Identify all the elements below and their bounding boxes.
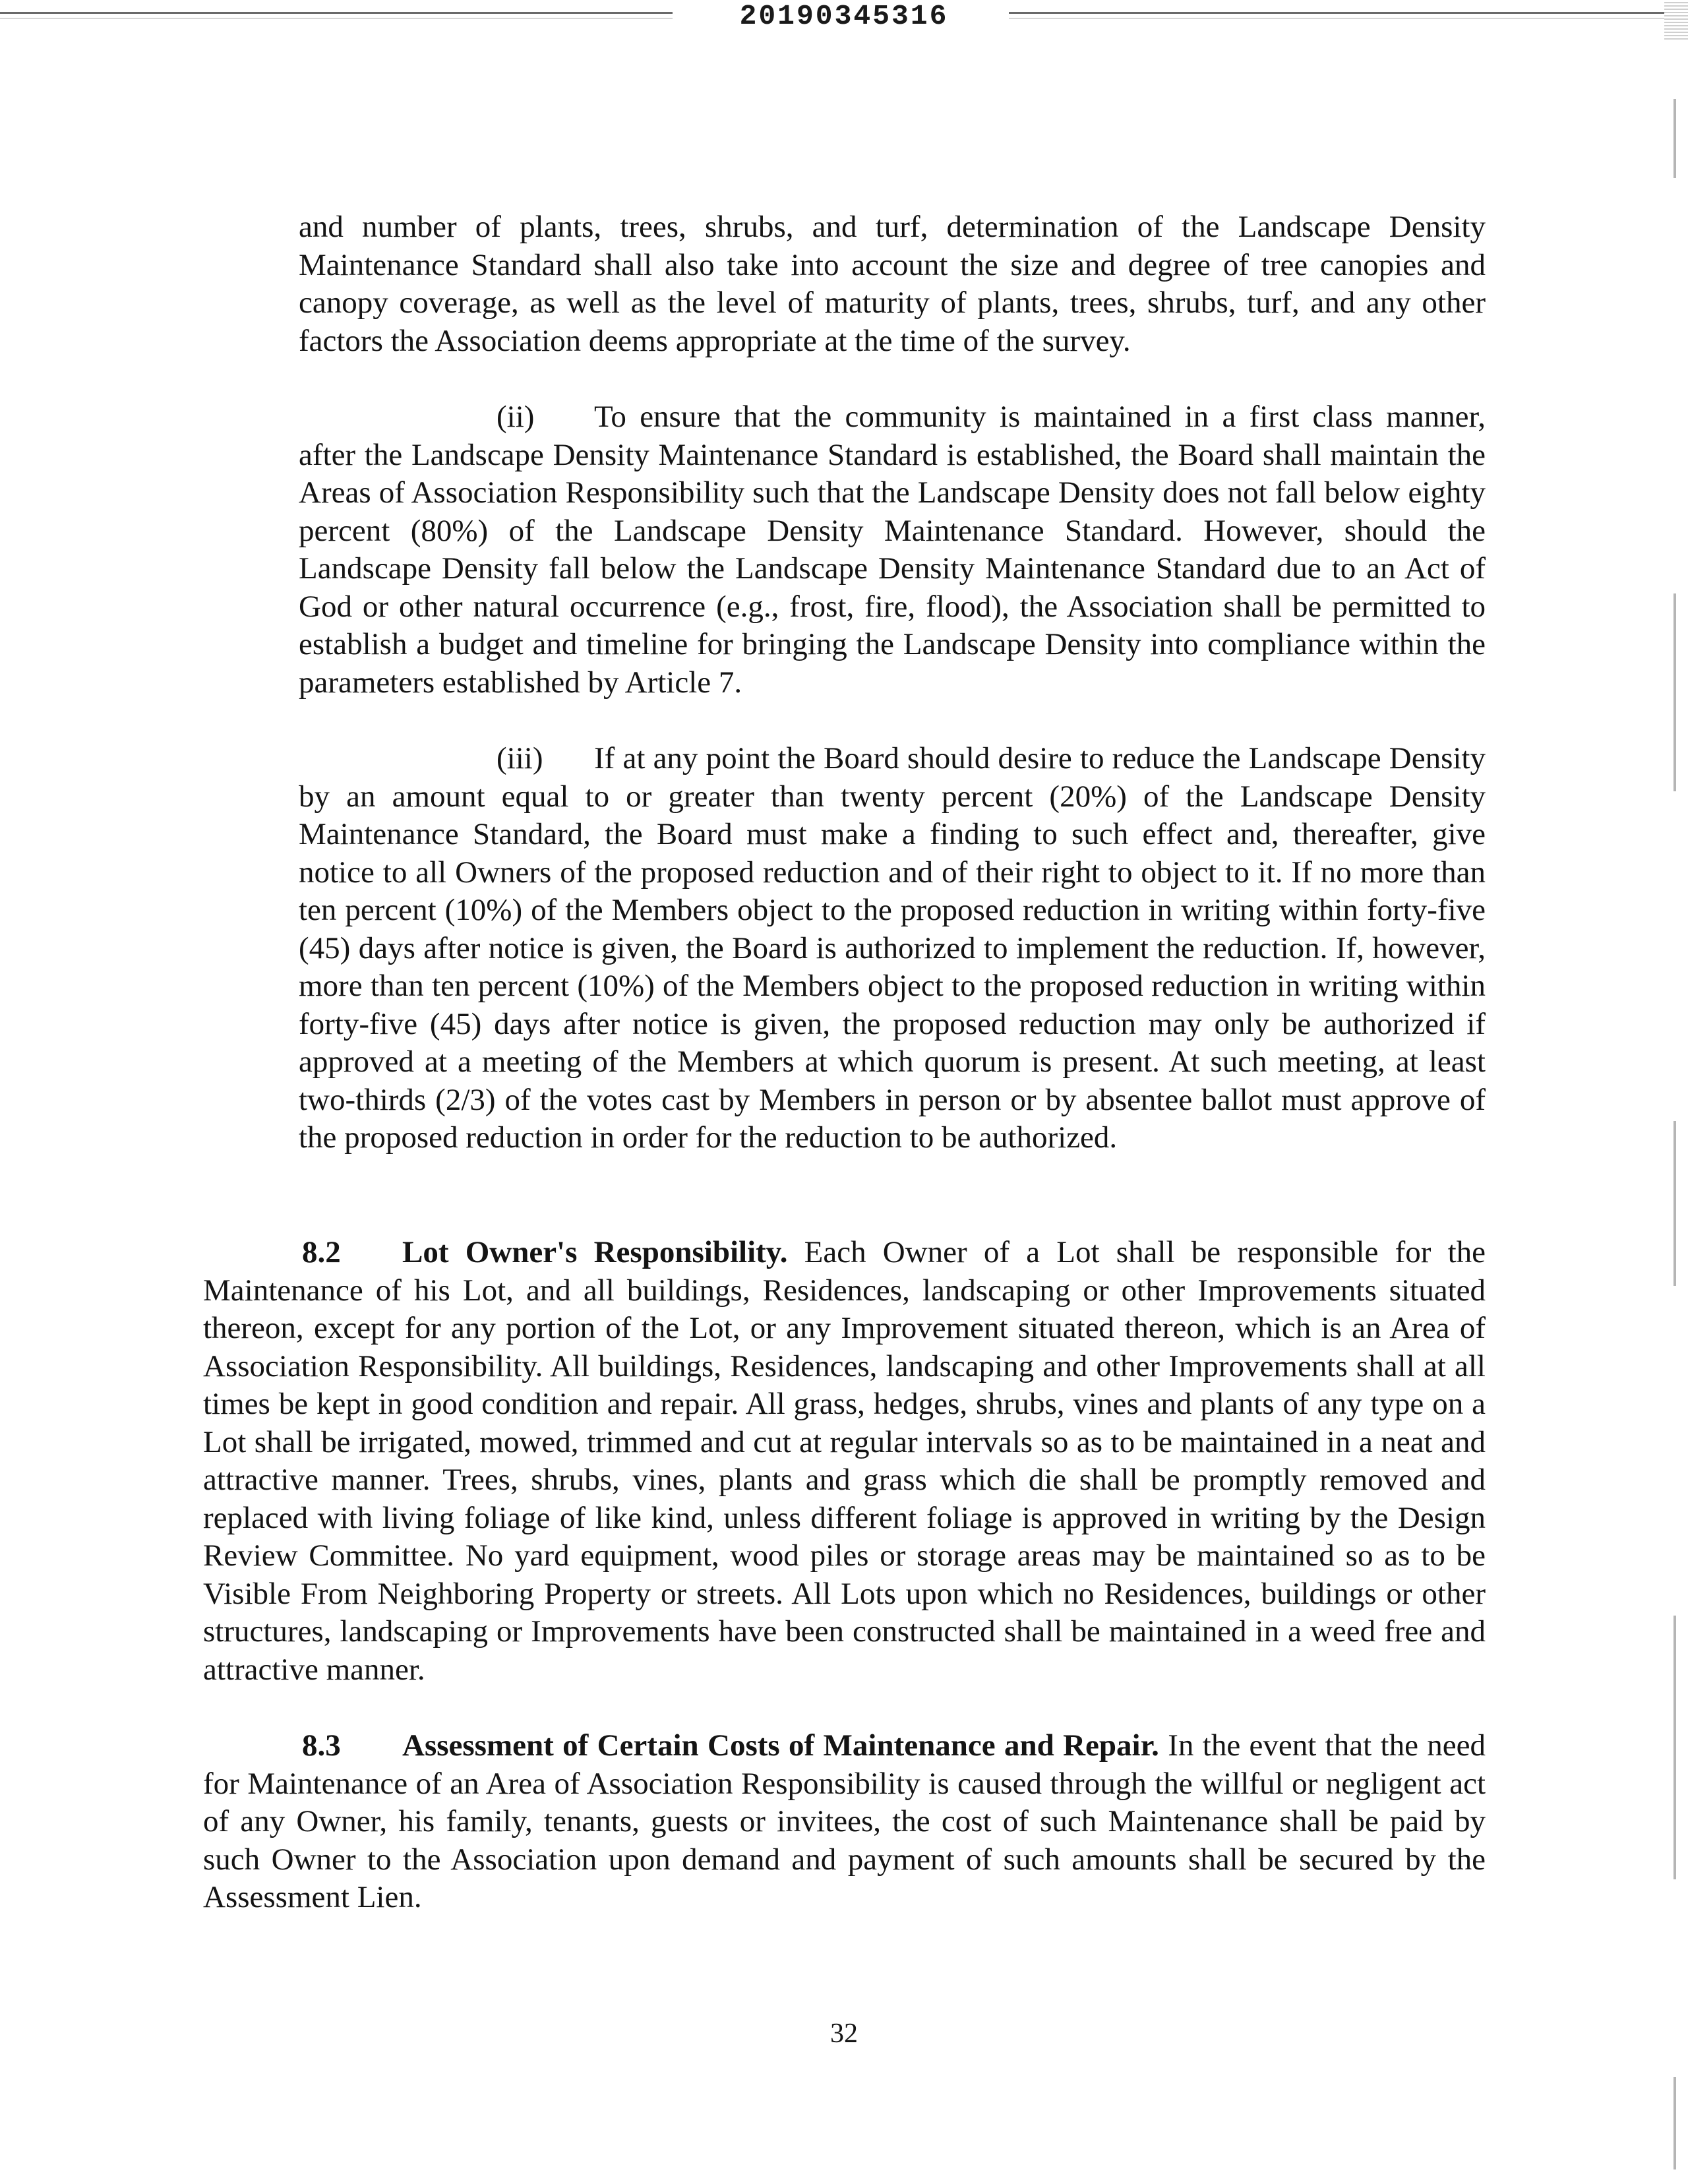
paragraph-iii: [299, 740, 1486, 1157]
section-8-3-body: [203, 1727, 1486, 1917]
page-number: 32: [830, 2018, 858, 2049]
section-8-3-text: In the event that the need for Maintenance of an Area of Association Responsibility is caused through the willful or negligent act of any Owner, his family, tenants, guests or invitees, the cost of such Maintenance shall be paid by such Owner to the Association upon demand and payment of such amounts shall be secured by the Assessment Lien.: [203, 1728, 1486, 1914]
section-8-3-number: 8.3: [302, 1728, 341, 1763]
scan-edge-speck: [1673, 1121, 1676, 1286]
paragraph-continuation: [299, 208, 1486, 360]
paragraph-ii-body: [299, 398, 1486, 702]
scan-edge-speck: [1673, 1616, 1676, 1879]
scan-edge-speck: [1673, 99, 1676, 178]
paragraph-text: and number of plants, trees, shrubs, and turf, determination of the Landscape Density Maintenance Standard shall also take into account the size and degree of tree canopies and canopy coverage, as well as the level of maturity of plants, trees, shrubs, turf, and any other factors the Association deems appropriate at the time of the survey.: [299, 210, 1486, 358]
top-rule-right: [1009, 12, 1668, 14]
paragraph-iii-body: [299, 740, 1486, 1157]
section-8-2-body: [203, 1234, 1486, 1689]
section-8-3: [203, 1727, 1486, 1917]
scan-edge-speck: [1673, 593, 1676, 791]
paragraph-ii: [299, 398, 1486, 702]
paragraph-ii-text: To ensure that the community is maintained in a first class manner, after the Landscape Density Maintenance Standard is established, the Board shall maintain the Areas of Association Responsibility such that the Landscape Density does not fall below eighty percent (80%) of the Landscape Density Maintenance Standard. However, should the Landscape Density fall below the Landscape Density Maintenance Standard due to an Act of God or other natural occurrence (e.g., frost, fire, flood), the Association shall be permitted to establish a budget and timeline for bringing the Landscape Density into compliance within the parameters established by Article 7.: [299, 400, 1486, 700]
paragraph-ii-label: (ii): [497, 400, 535, 434]
paragraph-iii-text: If at any point the Board should desire to reduce the Landscape Density by an amount equal to or greater than twenty percent (20%) of the Landscape Density Maintenance Standard, the Board must make a finding to such effect and, thereafter, give notice to all Owners of the proposed reduction and of their right to object to it. If no more than ten percent (10%) of the Members object to the proposed reduction in writing within forty-five (45) days after notice is given, the Board is authorized to implement the reduction. If, however, more than ten percent (10%) of the Members object to the proposed reduction in writing within forty-five (45) days after notice is given, the proposed reduction may only be authorized if approved at a meeting of the Members at which quorum is present. At such meeting, at least two-thirds (2/3) of the votes cast by Members in person or by absentee ballot must approve of the proposed reduction in order for the reduction to be authorized.: [299, 741, 1486, 1155]
section-8-2: [203, 1234, 1486, 1689]
recording-number: 20190345316: [739, 0, 949, 32]
section-8-2-title: Lot Owner's Responsibility.: [402, 1235, 788, 1269]
scan-edge-speck: [1673, 2077, 1676, 2169]
section-8-2-text: Each Owner of a Lot shall be responsible for the Maintenance of his Lot, and all buildings, Residences, landscaping or other Improvements situated thereon, except for any portion of the Lot, or any Improvement situated thereon, which is an Area of Association Responsibility. All buildings, Residences, landscaping and other Improvements shall at all times be kept in good condition and repair. All grass, hedges, shrubs, vines and plants of any type on a Lot shall be irrigated, mowed, trimmed and cut at regular intervals so as to be maintained in a neat and attractive manner. Trees, shrubs, vines, plants and grass which die shall be promptly removed and replaced with living foliage of like kind, unless different foliage is approved in writing by the Design Review Committee. No yard equipment, wood piles or storage areas may be maintained so as to be Visible From Neighboring Property or streets. All Lots upon which no Residences, buildings or other structures, landscaping or Improvements have been constructed shall be maintained in a weed free and attractive manner.: [203, 1235, 1486, 1687]
scan-edge-artifact: [1664, 0, 1688, 40]
paragraph-iii-label: (iii): [497, 741, 543, 775]
section-8-2-number: 8.2: [302, 1235, 341, 1269]
top-rule-left: [0, 12, 673, 14]
section-8-3-title: Assessment of Certain Costs of Maintenance and Repair.: [402, 1728, 1159, 1763]
